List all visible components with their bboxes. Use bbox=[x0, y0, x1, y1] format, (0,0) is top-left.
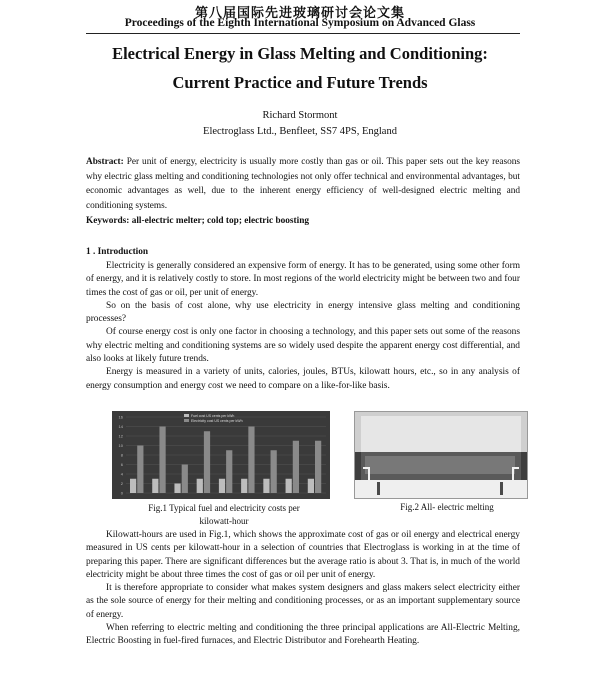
abstract-label: Abstract: bbox=[86, 157, 124, 167]
y-tick-label: 2 bbox=[120, 481, 123, 486]
paragraph: Kilowatt-hours are used in Fig.1, which shows the approximate cost of gas or oil energy and electrical energy measured in US cents per kilowatt-hour in a selection of countries that Electroglass is working in at the time of preparing this paper. There are significant differences but the average ratio is about 3. That is, in much of the world electricity might be about three times the cost of gas or oil per unit of energy. bbox=[86, 530, 520, 580]
legend-swatch-elec bbox=[184, 419, 189, 422]
paper-title-line1: Electrical Energy in Glass Melting and Conditioning: bbox=[112, 44, 488, 63]
figure1-caption bbox=[134, 502, 314, 528]
paragraph: Energy is measured in a variety of units, calories, joules, BTUs, kilowatt hours, etc., so in any analysis of energy consumption and energy cost we need to compare on a like-for-like basis. bbox=[86, 367, 520, 391]
figure1-caption-line1: Fig.1 Typical fuel and electricity costs per bbox=[148, 503, 300, 513]
bar-fuel bbox=[308, 479, 314, 493]
bar-fuel bbox=[174, 484, 180, 494]
paragraph: Of course energy cost is only one factor in choosing a technology, and this paper sets out some of the reasons why electric melting and conditioning systems are so widely used despite the apparent energy cost differential, and also looks at likely future trends. bbox=[86, 327, 520, 365]
electrode-right bbox=[500, 482, 503, 495]
furnace-upper bbox=[361, 416, 521, 456]
electrode-left bbox=[377, 482, 380, 495]
proceedings-header-cn: 第八届国际先进玻璃研讨会论文集 bbox=[194, 6, 405, 21]
keywords: Keywords: all-electric melter; cold top; electric boosting bbox=[86, 216, 310, 226]
y-tick-label: 14 bbox=[118, 424, 123, 429]
y-tick-label: 10 bbox=[118, 443, 123, 448]
bar-fuel bbox=[152, 479, 158, 493]
bar-electricity bbox=[182, 465, 188, 494]
figure2-svg bbox=[355, 412, 527, 498]
y-tick-label: 4 bbox=[120, 471, 123, 477]
header-rule bbox=[86, 33, 520, 34]
intro-text-a bbox=[86, 260, 520, 393]
bar-electricity bbox=[159, 427, 165, 494]
legend-label-fuel: Fuel cost US cents per kWh bbox=[191, 414, 235, 418]
bar-electricity bbox=[248, 427, 254, 494]
paragraph: So on the basis of cost alone, why use electricity in energy intensive glass melting and conditioning processes? bbox=[86, 300, 520, 325]
y-tick-label: 16 bbox=[118, 414, 123, 420]
y-tick-label: 6 bbox=[120, 462, 123, 467]
bar-fuel bbox=[219, 479, 225, 493]
bar-fuel bbox=[241, 479, 247, 493]
bar-electricity bbox=[137, 446, 143, 494]
figure1-svg bbox=[112, 411, 330, 499]
paragraph: When referring to electric melting and conditioning the three principal applications are All-Electric Melting, Electric Boosting in fuel-fired furnaces, and Electric Distributor and Forehearth Heating. bbox=[86, 623, 520, 647]
paragraph: Electricity is generally considered an expensive form of energy. It has to be generated, using some other form of energy, and it is relatively costly to store. In most regions of the world electricity might be between two and four times the cost of gas or oil, per unit of energy. bbox=[86, 261, 520, 298]
figure1-caption-line2: kilowatt-hour bbox=[199, 516, 249, 526]
legend-label-elec: Electricity cost US cents per kWh bbox=[191, 419, 243, 423]
paragraph: It is therefore appropriate to consider what makes system designers and glass makers select electricity either as the sole source of energy for their melting and conditioning processes, or as an important supplementary source of energy. bbox=[86, 583, 520, 620]
author-name: Richard Stormont bbox=[262, 110, 338, 121]
section-heading: 1 . Introduction bbox=[86, 247, 149, 257]
author-affiliation: Electroglass Ltd., Benfleet, SS7 4PS, England bbox=[203, 126, 397, 137]
figure2-caption: Fig.2 All- electric melting bbox=[400, 502, 494, 512]
chart-legend bbox=[184, 414, 243, 423]
figure2-image bbox=[354, 411, 528, 499]
bar-electricity bbox=[271, 450, 277, 493]
bar-fuel bbox=[263, 479, 269, 493]
abstract bbox=[86, 155, 520, 213]
bar-electricity bbox=[315, 441, 321, 493]
bar-fuel bbox=[286, 479, 292, 493]
bar-electricity bbox=[293, 441, 299, 493]
bar-electricity bbox=[226, 450, 232, 493]
proceedings-header-en: Proceedings of the Eighth International Symposium on Advanced Glass bbox=[124, 17, 476, 29]
bar-fuel bbox=[130, 479, 136, 493]
abstract-text: Per unit of energy, electricity is usually more costly than gas or oil. This paper sets out the key reasons why electric glass melting and conditioning technologies not only offer technical and environmental advantages, but economic advantages as well, due to the inherent energy efficiency of well-designed electric melting and conditioning systems. bbox=[86, 157, 520, 211]
legend-swatch-fuel bbox=[184, 414, 189, 417]
bar-fuel bbox=[197, 479, 203, 493]
bar-electricity bbox=[204, 431, 210, 493]
y-tick-label: 0 bbox=[120, 490, 123, 496]
y-tick-label: 12 bbox=[118, 433, 123, 439]
y-tick-label: 8 bbox=[120, 452, 123, 458]
paper-title-line2: Current Practice and Future Trends bbox=[172, 73, 428, 92]
figure1-chart bbox=[112, 411, 330, 499]
intro-text-b bbox=[86, 529, 520, 649]
